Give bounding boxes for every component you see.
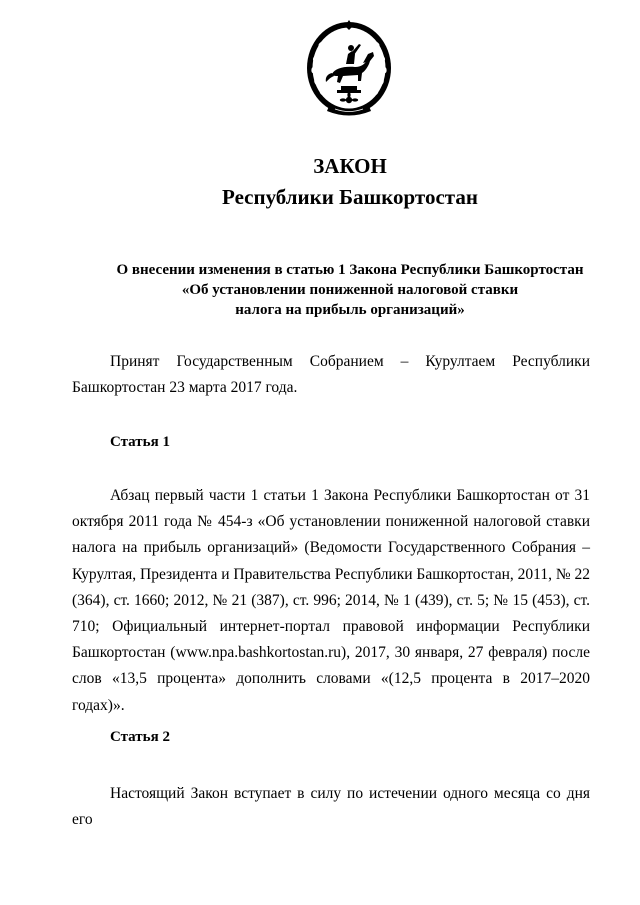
law-heading-line: «Об установлении пониженной налоговой ставки	[181, 282, 519, 298]
law-heading-line: О внесении изменения в статью 1 Закона Республики Башкортостан	[116, 262, 584, 278]
law-heading	[60, 260, 640, 320]
adoption-statement: Принят Государственным Собранием – Курултаем Республики Башкортостан 23 марта 2017 года.	[72, 353, 590, 397]
article-2-text: Настоящий Закон вступает в силу по истечении одного месяца со дня его	[72, 785, 590, 829]
article-2-heading: Статья 2	[110, 729, 170, 745]
document-subtitle: Республики Башкортостан	[222, 185, 478, 209]
article-1-text: Абзац первый части 1 статьи 1 Закона Республики Башкортостан от 31 октября 2011 года № 454-з «Об установлении пониженной налоговой ставки налога на прибыль организаций» (Ведомости Государственного Собрания – Курултая, Президента и Правительства Республики Башкортостан, 2011, № 22 (364), ст. 1660; 2012, № 21 (387), ст. 996; 2014, № 1 (439), ст. 5; № 15 (453), ст. 710; Официальный интернет-портал правовой информации Республики Башкортостан (www.npa.bashkortostan.ru), 2017, 30 января, 27 февраля) после слов «13,5 процента» дополнить словами «(12,5 процента в 2017–2020 годах)».	[72, 487, 590, 714]
coat-of-arms-icon	[305, 18, 393, 122]
article-1-heading: Статья 1	[110, 434, 170, 450]
law-heading-line: налога на прибыль организаций»	[235, 302, 465, 318]
document-title: ЗАКОН	[313, 154, 387, 178]
